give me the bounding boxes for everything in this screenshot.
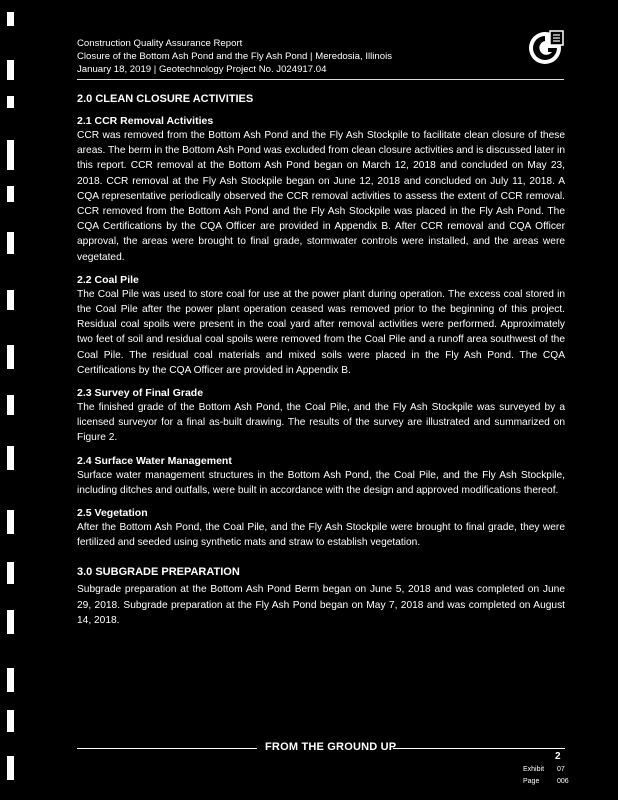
paragraph: Surface water management structures in the Bottom Ash Pond, the Coal Pile, and the Fly Ash Stockpile, including ditches and outfalls, were built in accordance with the design and approved modifications thereof. [77, 469, 565, 496]
section-title: 3.0 SUBGRADE PREPARATION [77, 566, 240, 579]
page-label: Page [523, 778, 540, 785]
exhibit-stamp [523, 766, 565, 773]
footer-tagline: FROM THE GROUND UP [265, 741, 397, 753]
header-report-title: Construction Quality Assurance Report [77, 38, 243, 49]
subsection-heading: 2.1 CCR Removal Activities [77, 115, 214, 127]
page-value: 006 [557, 778, 569, 785]
footer-divider-left [77, 748, 257, 749]
paragraph: Subgrade preparation at the Bottom Ash Pond Berm began on June 5, 2018 and was completed on June 29, 2018. Subgrade preparation at the Fly Ash Pond began on May 7, 2018 and was completed on August 14, 2018. [77, 584, 565, 626]
section-title: 2.0 CLEAN CLOSURE ACTIVITIES [77, 93, 254, 105]
geotechnology-logo-icon [526, 28, 566, 66]
header-date-project-no: January 18, 2019 | Geotechnology Project No. J024917.04 [77, 64, 327, 75]
subsection-heading: 2.3 Survey of Final Grade [77, 387, 204, 400]
page-stamp [523, 778, 569, 785]
exhibit-value: 07 [557, 766, 565, 773]
paragraph: After the Bottom Ash Pond, the Coal Pile, and the Fly Ash Stockpile were brought to final grade, they were fertilized and seeded using synthetic mats and straw to establish vegetation. [77, 522, 565, 549]
header-divider [77, 79, 564, 80]
paragraph: The finished grade of the Bottom Ash Pond, the Coal Pile, and the Fly Ash Stockpile was surveyed by a licensed surveyor for a final as-built drawing. The results of the survey are illustrated and summarized on Figure 2. [77, 402, 565, 444]
exhibit-label: Exhibit [523, 766, 545, 773]
subsection-heading: 2.5 Vegetation [77, 507, 148, 520]
page-number: 2 [555, 751, 561, 762]
header-project-title: Closure of the Bottom Ash Pond and the Fly Ash Pond | Meredosia, Illinois [77, 51, 392, 62]
subsection-heading: 2.2 Coal Pile [77, 273, 139, 286]
document-body [77, 92, 565, 637]
report-header [77, 37, 557, 76]
subsection-heading: 2.4 Surface Water Management [77, 454, 232, 467]
footer-divider-right [393, 748, 565, 749]
paragraph: The Coal Pile was used to store coal for use at the power plant during operation. The excess coal stored in the Coal Pile after the power plant operation ceased was removed prior to the beginning of this project. Residual coal spoils were present in the coal yard after removal activities were performed. Approximately two feet of soil and residual coal spoils were removed from the Coal Pile and a runoff area southwest of the Coal Pile. The residual coal materials and mixed soils were placed in the Fly Ash Pond. The CQA Certifications by the CQA Officer are provided in Appendix B. [77, 288, 565, 376]
paragraph: CCR was removed from the Bottom Ash Pond and the Fly Ash Stockpile to facilitate clean closure of these areas. The berm in the Bottom Ash Pond was excluded from clean closure activities and is discussed later in this report. CCR removal at the Bottom Ash Pond began on March 12, 2018 and concluded on May 23, 2018. CCR removal at the Fly Ash Stockpile began on June 12, 2018 and concluded on July 11, 2018. A CQA representative periodically observed the CCR removal activities to assess the extent of CCR removal. CCR removed from the Bottom Ash Pond and the Fly Ash Stockpile was placed in the Fly Ash Pond. The CQA Certifications by the CQA Officer are provided in Appendix B. After CCR removal and CQA Officer approval, the areas were brought to final grade, stormwater controls were installed, and the areas were vegetated. [77, 130, 565, 263]
